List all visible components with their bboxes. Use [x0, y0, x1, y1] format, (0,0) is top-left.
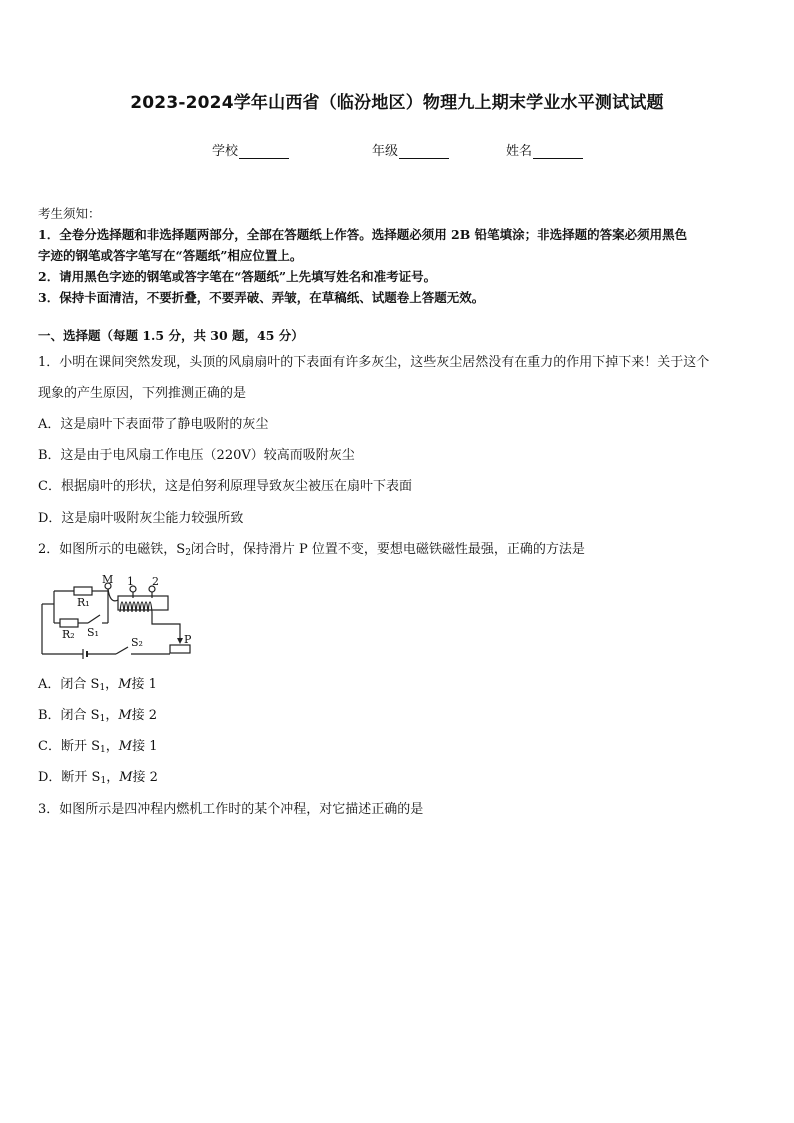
grade-blank — [399, 145, 449, 159]
label-s1: S₁ — [87, 626, 99, 639]
name-field — [506, 140, 583, 159]
switch-s2-blade — [116, 647, 128, 654]
q3-stem: 3．如图所示是四冲程内燃机工作时的某个冲程，对它描述正确的是 — [38, 802, 424, 817]
page-title: 2023-2024学年山西省（临汾地区）物理九上期末学业水平测试试题 — [130, 93, 664, 113]
resistor-r2 — [60, 619, 78, 627]
notice-item-1-cont: 字迹的钢笔或答字笔写在“答题纸”相应位置上。 — [38, 248, 303, 263]
q2-stem-sub: 2 — [185, 548, 191, 558]
q1-option-d: D．这是扇叶吸附灰尘能力较强所致 — [38, 511, 244, 526]
section-heading: 一、选择题（每题 1.5 分，共 30 题，45 分） — [38, 328, 304, 343]
q2-option-a: A．闭合 $S_1$，M接 1 — [38, 677, 157, 693]
q2-stem — [38, 540, 763, 563]
label-m: M — [102, 574, 114, 586]
label-r1: R₁ — [77, 596, 90, 609]
q1-option-a: A．这是扇叶下表面带了静电吸附的灰尘 — [38, 417, 269, 432]
name-label: 姓名 — [506, 144, 533, 159]
notice-item-3: 3．保持卡面清洁，不要折叠，不要弄破、弄皱，在草稿纸、试题卷上答题无效。 — [38, 290, 485, 305]
q2-option-b: B．闭合 $S_1$，M接 2 — [38, 708, 158, 724]
q1-stem-line1: 1．小明在课间突然发现，头顶的风扇扇叶的下表面有许多灰尘，这些灰尘居然没有在重力的作用下掉下来！关于这个 — [38, 355, 710, 370]
school-blank — [239, 145, 289, 159]
label-s2: S₂ — [131, 636, 143, 649]
label-1: 1 — [127, 575, 134, 588]
wire-coil-out — [152, 612, 180, 640]
label-r2: R₂ — [62, 628, 75, 641]
switch-s1-blade — [88, 615, 100, 623]
exam-notice — [38, 203, 758, 308]
grade-field — [372, 140, 449, 159]
wire-m-connect — [108, 589, 118, 601]
school-field — [212, 140, 289, 159]
q2-option-d: D．断开 $S_1$，M接 2 — [38, 770, 158, 786]
q2-option-c: C．断开 $S_1$，M接 1 — [38, 739, 158, 755]
name-blank — [533, 145, 583, 159]
notice-heading: 考生须知： — [38, 206, 101, 221]
q2-stem-b: 闭合时，保持滑片 P 位置不变，要想电磁铁磁性最强，正确的方法是 — [190, 542, 585, 557]
label-2: 2 — [152, 575, 159, 588]
q2-stem-a: 2．如图所示的电磁铁，S — [38, 542, 186, 557]
grade-label: 年级 — [372, 144, 399, 159]
slider-arrow — [177, 638, 183, 644]
q1-stem-line2: 现象的产生原因，下列推测正确的是 — [38, 386, 247, 401]
rheostat — [170, 645, 190, 653]
school-label: 学校 — [212, 144, 239, 159]
notice-item-2: 2．请用黑色字迹的钢笔或答字笔在“答题纸”上先填写姓名和准考证号。 — [38, 269, 437, 284]
electromagnet-circuit-diagram — [38, 574, 218, 662]
notice-item-1: 1．全卷分选择题和非选择题两部分，全部在答题纸上作答。选择题必须用 2B 铅笔填涂；非选择题的答案必须用黑色 — [38, 227, 688, 242]
q1-option-b: B．这是由于电风扇工作电压（220V）较高而吸附灰尘 — [38, 448, 355, 463]
label-p: P — [184, 633, 192, 646]
resistor-r1 — [74, 587, 92, 595]
q1-option-c: C．根据扇叶的形状，这是伯努利原理导致灰尘被压在扇叶下表面 — [38, 479, 412, 494]
